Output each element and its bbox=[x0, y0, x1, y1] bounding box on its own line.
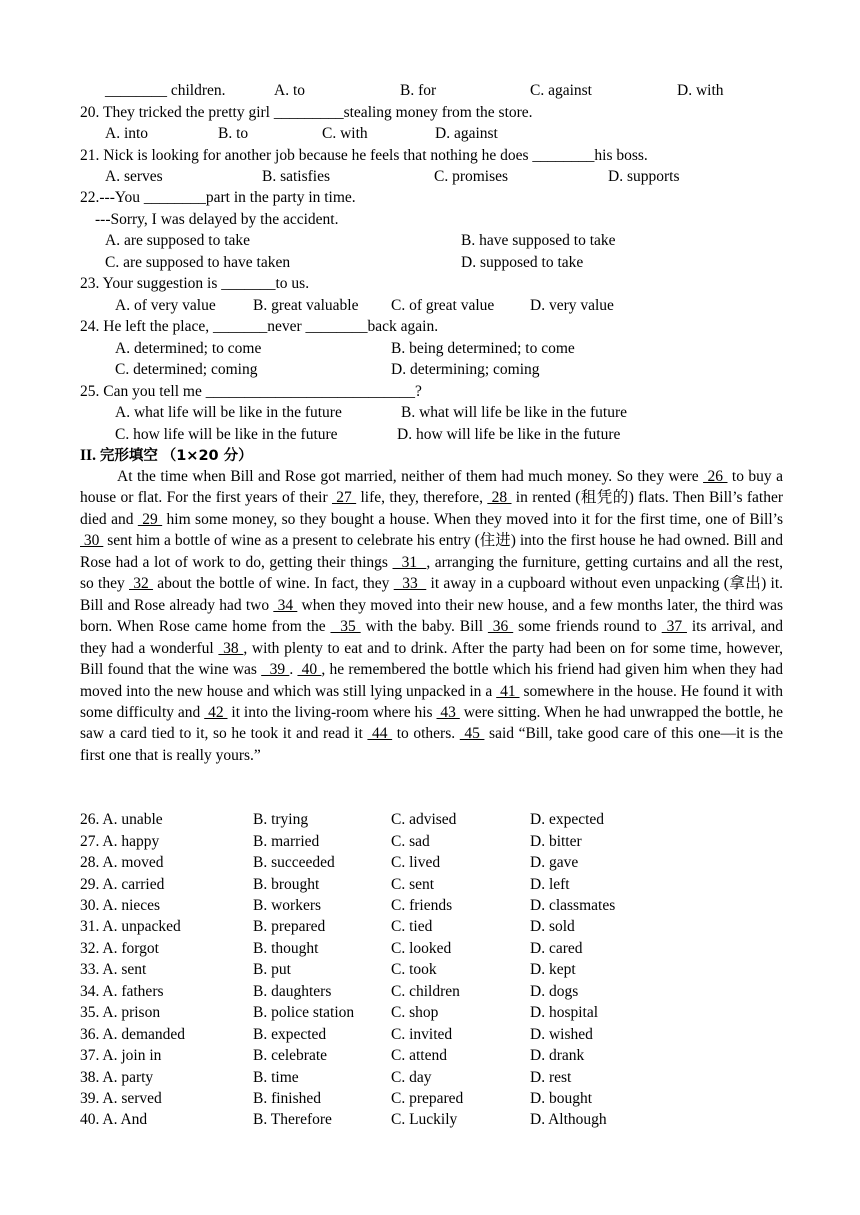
passage-text: with the baby. Bill bbox=[360, 618, 488, 636]
option-d: D. with bbox=[677, 82, 724, 99]
option-b: B. being determined; to come bbox=[391, 340, 575, 357]
passage-text: At the time when Bill and Rose got married, neither of them had much money. So they were bbox=[117, 468, 704, 485]
option-c: C. attend bbox=[391, 1047, 447, 1064]
blank-41: 41 bbox=[496, 682, 520, 700]
question-22-reply: ---Sorry, I was delayed by the accident. bbox=[95, 211, 339, 228]
option-d: D. wished bbox=[530, 1026, 593, 1043]
passage-text: , arranging the furniture, getting curtains and all the rest, so they bbox=[80, 553, 783, 593]
option-b: B. to bbox=[218, 125, 249, 142]
option-d: D. classmates bbox=[530, 897, 616, 914]
option-a: 30. A. nieces bbox=[80, 897, 161, 914]
blank-35: 35 bbox=[330, 618, 361, 636]
option-c: C. promises bbox=[434, 168, 509, 185]
option-b: B. what will life be like in the future bbox=[401, 404, 627, 421]
blank-27: 27 bbox=[331, 489, 357, 507]
option-b: B. great valuable bbox=[253, 297, 359, 314]
option-c: C. sent bbox=[391, 876, 435, 893]
option-d: D. bought bbox=[530, 1090, 592, 1107]
option-d: D. sold bbox=[530, 918, 575, 935]
passage-text: to buy a house or flat. For the first years of their bbox=[80, 468, 784, 507]
option-a: A. determined; to come bbox=[115, 340, 262, 357]
option-c: C. looked bbox=[391, 940, 452, 957]
option-c: C. advised bbox=[391, 811, 457, 828]
option-c: C. invited bbox=[391, 1026, 453, 1043]
option-d: D. left bbox=[530, 876, 570, 893]
option-d: D. kept bbox=[530, 961, 576, 978]
option-c: C. took bbox=[391, 961, 437, 978]
option-b: B. police station bbox=[253, 1004, 355, 1021]
option-c: C. with bbox=[322, 125, 368, 142]
option-c: C. Luckily bbox=[391, 1111, 458, 1128]
passage-text: said “Bill, take good care of this one—it is the first one that is really yours.” bbox=[80, 725, 784, 764]
option-d: D. against bbox=[435, 125, 498, 142]
passage-text: when they moved into their new house, and a few months later, the third was born. When Rose came home from the bbox=[80, 596, 783, 636]
passage-text: him some money, so they bought a house. When they moved into it for the first time, one of Bill’s bbox=[162, 510, 783, 528]
passage-text: some friends round to bbox=[513, 618, 662, 636]
section-title: 完形填空 bbox=[99, 448, 158, 464]
blank-39: 39 bbox=[261, 661, 290, 679]
option-c: C. are supposed to have taken bbox=[105, 254, 291, 271]
passage-text: it away in a cupboard without even unpacking (拿出) it. Bill and Rose already had two bbox=[80, 575, 784, 614]
section-score: （1×20 分） bbox=[161, 448, 253, 464]
option-c: C. friends bbox=[391, 897, 453, 914]
option-c: C. determined; coming bbox=[115, 361, 258, 378]
option-b: B. daughters bbox=[253, 983, 332, 1000]
option-c: C. lived bbox=[391, 854, 441, 871]
question-20-stem: 20. They tricked the pretty girl _________stealing money from the store. bbox=[80, 104, 533, 121]
passage-text: , he remembered the bottle which his friend had given him when they had moved into the new house and which was still lying unpacked in a bbox=[80, 661, 784, 700]
option-c: C. sad bbox=[391, 833, 430, 850]
question-21-stem: 21. Nick is looking for another job because he feels that nothing he does ________his boss. bbox=[80, 147, 648, 164]
option-a: 27. A. happy bbox=[80, 833, 160, 850]
option-c: C. tied bbox=[391, 918, 433, 935]
blank-44: 44 bbox=[367, 725, 393, 743]
option-a: 33. A. sent bbox=[80, 961, 147, 978]
option-a: 31. A. unpacked bbox=[80, 918, 181, 935]
option-d: D. supposed to take bbox=[461, 254, 584, 271]
option-a: A. serves bbox=[105, 168, 163, 185]
passage-text: in rented (租凭的) flats. Then Bill’s father died and bbox=[80, 489, 784, 528]
blank-45: 45 bbox=[459, 725, 485, 743]
blank-38: 38 bbox=[218, 639, 244, 657]
passage-text: to others. bbox=[392, 725, 460, 743]
passage-text: sent him a bottle of wine as a present to celebrate his entry (住进) into the first house he had owned. Bill and Rose had a lot of work to do, getting their things bbox=[80, 532, 783, 571]
option-d: D. gave bbox=[530, 854, 579, 871]
option-b: B. succeeded bbox=[253, 854, 335, 871]
option-a: 39. A. served bbox=[80, 1090, 162, 1107]
passage-text: about the bottle of wine. In fact, they bbox=[153, 575, 394, 593]
blank-36: 36 bbox=[487, 618, 514, 636]
option-d: D. drank bbox=[530, 1047, 585, 1064]
passage-text: somewhere in the house. He found it with some difficulty and bbox=[80, 682, 784, 721]
option-b: B. finished bbox=[253, 1090, 322, 1107]
option-b: B. put bbox=[253, 961, 291, 978]
blank-32: 32 bbox=[129, 575, 154, 593]
option-a: 32. A. forgot bbox=[80, 940, 159, 957]
option-a: A. are supposed to take bbox=[105, 232, 251, 249]
passage-text: it into the living-room where his bbox=[227, 703, 437, 721]
option-c: C. day bbox=[391, 1069, 432, 1086]
option-b: B. Therefore bbox=[253, 1111, 332, 1128]
option-a: A. of very value bbox=[115, 297, 216, 314]
option-b: B. thought bbox=[253, 940, 319, 957]
passage-text: were sitting. When he had unwrapped the bottle, he saw a card tied to it, so he took it and read it bbox=[80, 703, 784, 743]
option-b: B. brought bbox=[253, 876, 320, 893]
blank-29: 29 bbox=[137, 510, 163, 528]
blank-30: 30 bbox=[80, 532, 104, 550]
option-d: D. hospital bbox=[530, 1004, 599, 1021]
option-b: B. satisfies bbox=[262, 168, 331, 185]
option-c: C. against bbox=[530, 82, 592, 99]
option-d: D. cared bbox=[530, 940, 583, 957]
section-heading bbox=[80, 445, 253, 467]
blank-28: 28 bbox=[487, 489, 512, 507]
cloze-passage bbox=[80, 466, 783, 766]
blank-26: 26 bbox=[703, 468, 728, 485]
option-a: 26. A. unable bbox=[80, 811, 163, 828]
option-b: B. celebrate bbox=[253, 1047, 328, 1064]
question-19-tail: ________ children. bbox=[105, 82, 226, 99]
blank-31: 31 bbox=[392, 553, 427, 571]
option-b: B. workers bbox=[253, 897, 322, 914]
option-a: 37. A. join in bbox=[80, 1047, 162, 1064]
passage-text: , with plenty to eat and to drink. After the party had been on for some time, however, Bill found that the wine was bbox=[80, 639, 783, 679]
option-a: 29. A. carried bbox=[80, 876, 165, 893]
option-d: D. determining; coming bbox=[391, 361, 540, 378]
passage-text: life, they, therefore, bbox=[356, 489, 488, 507]
option-c: C. prepared bbox=[391, 1090, 464, 1107]
question-25-stem: 25. Can you tell me ___________________________? bbox=[80, 383, 422, 400]
option-b: B. have supposed to take bbox=[461, 232, 616, 249]
option-a: A. what life will be like in the future bbox=[115, 404, 342, 421]
option-a: A. into bbox=[105, 125, 149, 142]
option-a: 40. A. And bbox=[80, 1111, 148, 1128]
option-d: D. supports bbox=[608, 168, 680, 185]
blank-34: 34 bbox=[273, 596, 298, 614]
option-a: 38. A. party bbox=[80, 1069, 154, 1086]
passage-text: . bbox=[289, 661, 298, 679]
blank-37: 37 bbox=[661, 618, 687, 636]
blank-43: 43 bbox=[436, 703, 460, 721]
section-roman: II. bbox=[80, 447, 96, 464]
option-b: B. trying bbox=[253, 811, 309, 828]
option-b: B. married bbox=[253, 833, 320, 850]
option-c: C. shop bbox=[391, 1004, 439, 1021]
option-d: D. rest bbox=[530, 1069, 572, 1086]
option-a: 35. A. prison bbox=[80, 1004, 161, 1021]
option-b: B. prepared bbox=[253, 918, 326, 935]
option-b: B. time bbox=[253, 1069, 299, 1086]
option-b: B. expected bbox=[253, 1026, 327, 1043]
option-a: A. to bbox=[274, 82, 305, 99]
option-b: B. for bbox=[400, 82, 437, 99]
option-d: D. how will life be like in the future bbox=[397, 426, 621, 443]
blank-40: 40 bbox=[297, 661, 322, 679]
option-a: 36. A. demanded bbox=[80, 1026, 186, 1043]
question-23-stem: 23. Your suggestion is _______to us. bbox=[80, 275, 310, 292]
option-c: C. how life will be like in the future bbox=[115, 426, 338, 443]
option-c: C. children bbox=[391, 983, 460, 1000]
option-a: 34. A. fathers bbox=[80, 983, 164, 1000]
option-c: C. of great value bbox=[391, 297, 495, 314]
blank-33: 33 bbox=[393, 575, 427, 593]
option-d: D. Although bbox=[530, 1111, 607, 1128]
question-22-stem: 22.---You ________part in the party in time. bbox=[80, 189, 356, 206]
blank-42: 42 bbox=[204, 703, 228, 721]
passage-text: its arrival, and they had a wonderful bbox=[80, 618, 784, 657]
option-a: 28. A. moved bbox=[80, 854, 164, 871]
option-d: D. expected bbox=[530, 811, 605, 828]
question-24-stem: 24. He left the place, _______never ________back again. bbox=[80, 318, 439, 335]
option-d: D. dogs bbox=[530, 983, 579, 1000]
option-d: D. bitter bbox=[530, 833, 582, 850]
option-d: D. very value bbox=[530, 297, 614, 314]
